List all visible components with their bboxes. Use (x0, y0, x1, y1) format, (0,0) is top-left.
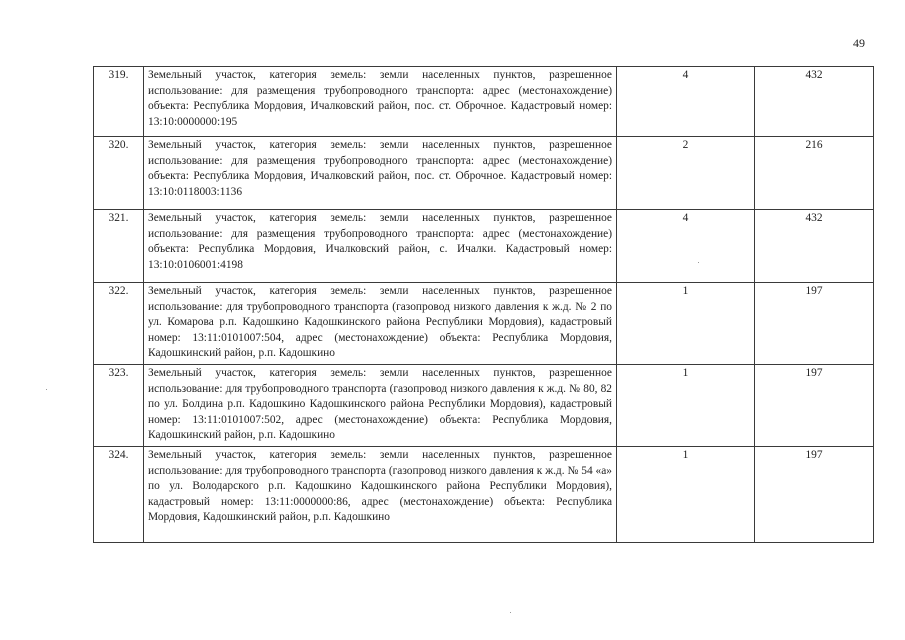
row-number: 319. (94, 67, 144, 137)
page-number: 49 (853, 36, 865, 50)
row-description: Земельный участок, категория земель: земли населенных пунктов, разрешенное использование: для трубопроводного транспорта (газопровод низкого давления к ж.д. № 2 по ул. Комарова р.п. Кадошкино Кадошкинского района Республики Мордовия), кадастровый номер: 13:11:0101007:504, адрес (местонахождение) объекта: Республика Мордовия, Кадошкинский район, р.п. Кадошкино (144, 283, 617, 365)
row-quantity: 1 (617, 283, 755, 365)
scan-speck (698, 262, 699, 263)
table-row (94, 447, 874, 543)
row-description: Земельный участок, категория земель: земли населенных пунктов, разрешенное использование: для трубопроводного транспорта (газопровод низкого давления к ж.д. № 80, 82 по ул. Болдина р.п. Кадошкино Кадошкинского района Республики Мордовия), кадастровый номер: 13:11:0101007:502, адрес (местонахождение) объекта: Республика Мордовия, Кадошкинский район, р.п. Кадошкино (144, 365, 617, 447)
table-row (94, 365, 874, 447)
row-quantity: 4 (617, 67, 755, 137)
table-row (94, 67, 874, 137)
row-description: Земельный участок, категория земель: земли населенных пунктов, разрешенное использование: для размещения трубопроводного транспорта: адрес (местонахождение) объекта: Республика Мордовия, Ичалковский район, пос. ст. Оброчное. Кадастровый номер: 13:10:0000000:195 (144, 67, 617, 137)
row-quantity: 4 (617, 210, 755, 283)
table-row (94, 137, 874, 210)
row-area: 216 (755, 137, 874, 210)
row-description: Земельный участок, категория земель: земли населенных пунктов, разрешенное использование: для трубопроводного транспорта (газопровод низкого давления к ж.д. № 54 «а» по ул. Володарского р.п. Кадошкино Кадошкинского района Республики Мордовия), кадастровый номер: 13:11:0000000:86, адрес (местонахождение) объекта: Республика Мордовия, Кадошкинский район, р.п. Кадошкино (144, 447, 617, 543)
row-number: 322. (94, 283, 144, 365)
row-area: 197 (755, 283, 874, 365)
row-area: 197 (755, 447, 874, 543)
scan-speck (46, 389, 47, 390)
row-number: 323. (94, 365, 144, 447)
land-plot-table (93, 66, 874, 543)
row-area: 432 (755, 67, 874, 137)
row-quantity: 2 (617, 137, 755, 210)
row-number: 321. (94, 210, 144, 283)
row-description: Земельный участок, категория земель: земли населенных пунктов, разрешенное использование: для размещения трубопроводного транспорта: адрес (местонахождение) объекта: Республика Мордовия, Ичалковский район, пос. ст. Оброчное. Кадастровый номер: 13:10:0118003:1136 (144, 137, 617, 210)
row-number: 320. (94, 137, 144, 210)
row-description: Земельный участок, категория земель: земли населенных пунктов, разрешенное использование: для размещения трубопроводного транспорта: адрес (местонахождение) объекта: Республика Мордовия, Ичалковский район, с. Ичалки. Кадастровый номер: 13:10:0106001:4198 (144, 210, 617, 283)
row-area: 197 (755, 365, 874, 447)
row-quantity: 1 (617, 365, 755, 447)
scan-speck (510, 612, 511, 613)
row-number: 324. (94, 447, 144, 543)
row-area: 432 (755, 210, 874, 283)
row-quantity: 1 (617, 447, 755, 543)
table-row (94, 210, 874, 283)
table-row (94, 283, 874, 365)
